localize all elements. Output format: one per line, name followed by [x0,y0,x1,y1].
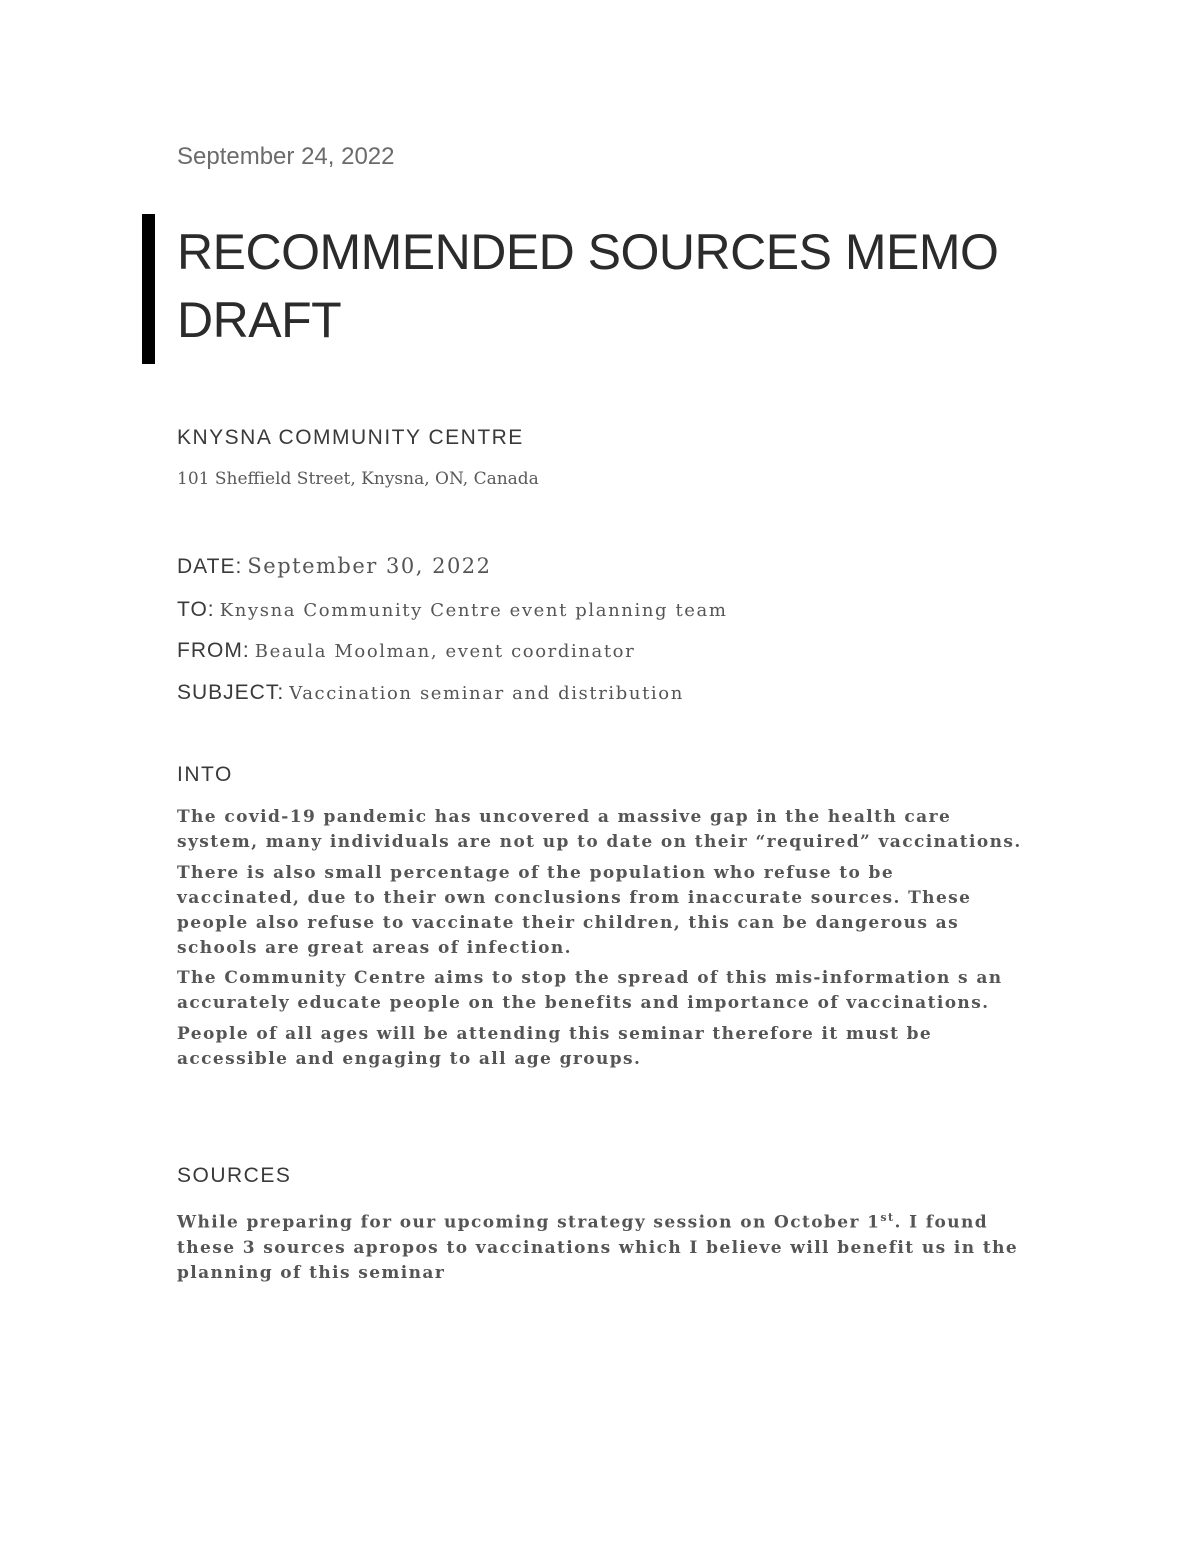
title-accent-bar [142,214,155,364]
intro-paragraph: People of all ages will be attending this seminar therefore it must be accessible and engaging to all age groups. [177,1024,933,1069]
memo-to-value: Knysna Community Centre event planning team [219,600,728,621]
sources-text-end: . I found these 3 sources apropos to vaccinations which I believe will benefit us in the planning of this seminar [177,1212,1019,1283]
sources-text-start: While preparing for our upcoming strategy session on October 1 [177,1212,881,1233]
intro-paragraph: The covid-19 pandemic has uncovered a massive gap in the health care system, many individuals are not up to date on their “required” vaccinations. [177,807,1022,852]
sources-superscript: st [880,1211,895,1224]
memo-to-field [177,598,728,622]
memo-date-label: DATE: [177,555,243,578]
organization-address: 101 Sheffield Street, Knysna, ON, Canada [177,469,539,489]
sources-paragraph [177,1205,1022,1286]
memo-from-value: Beaula Moolman, event coordinator [254,641,636,662]
memo-date-value: September 30, 2022 [247,554,492,578]
intro-paragraph: The Community Centre aims to stop the spread of this mis-information s an accurately educate people on the benefits and importance of vaccinations. [177,968,1003,1013]
memo-date-field [177,554,492,579]
intro-paragraph: There is also small percentage of the population who refuse to be vaccinated, due to their own conclusions from inaccurate sources. These people also refuse to vaccinate their children, this can be dangerous as schools are great areas of infection. [177,863,972,958]
memo-from-field [177,639,635,663]
sources-heading: SOURCES [177,1164,292,1187]
memo-title-line-2: DRAFT [177,292,342,348]
memo-from-label: FROM: [177,639,250,662]
memo-title-line-1: RECOMMENDED SOURCES MEMO [177,224,999,280]
memo-subject-label: SUBJECT: [177,681,285,704]
intro-heading: INTO [177,763,233,786]
header-date: September 24, 2022 [177,143,395,170]
memo-title [177,218,1077,354]
organization-name: KNYSNA COMMUNITY CENTRE [177,426,524,449]
memo-subject-field [177,681,684,705]
memo-to-label: TO: [177,598,215,621]
memo-subject-value: Vaccination seminar and distribution [289,683,684,704]
